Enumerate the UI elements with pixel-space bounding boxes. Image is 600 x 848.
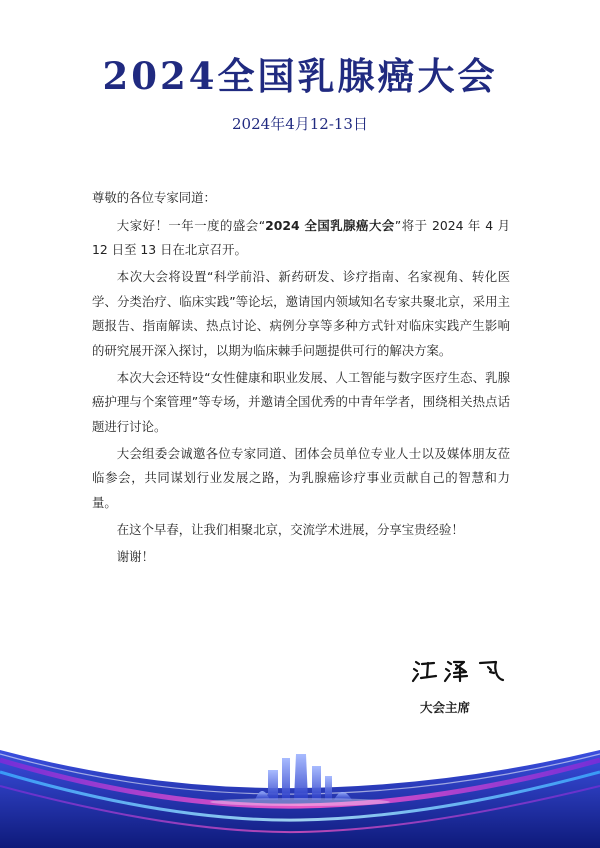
event-name-bold: 2024 全国乳腺癌大会 <box>265 217 395 233</box>
intro-text-before: 大家好！一年一度的盛会“ <box>116 217 266 233</box>
paragraph-intro <box>92 214 510 263</box>
document-title: 2024全国乳腺癌大会 <box>102 54 498 98</box>
letter-body <box>92 186 510 569</box>
salutation: 尊敬的各位专家同道： <box>92 190 216 205</box>
signatory-role: 大会主席 <box>420 700 471 715</box>
paragraph-forums: 本次大会将设置“科学前沿、新药研发、诊疗指南、名家视角、转化医学、分类治疗、临床实践”等论坛，邀请国内领域知名专家共聚北京，采用主题报告、指南解读、热点讨论、病例分享等多种方式针对临床实践产生影响的研究展开深入探讨，以期为临床棘手问题提供可行的解决方案。 <box>92 269 510 358</box>
thanks: 谢谢！ <box>116 548 154 564</box>
intro-text-after: ”将于 2024 年 4 月 12 日至 13 日在北京召开。 <box>92 217 511 257</box>
paragraph-special-sessions: 本次大会还特设“女性健康和职业发展、人工智能与数字医疗生态、乳腺癌护理与个案管理”等专场，并邀请全国优秀的中青年学者，围绕相关热点话题进行讨论。 <box>92 369 510 434</box>
paragraph-invitation: 大会组委会诚邀各位专家同道、团体会员单位专业人士以及媒体朋友莅临参会，共同谋划行业发展之路，为乳腺癌诊疗事业贡献自己的智慧和力量。 <box>92 445 510 510</box>
handwritten-signature <box>408 652 508 688</box>
event-date: 2024年4月12-13日 <box>232 115 368 133</box>
decorative-footer-skyline <box>0 730 600 848</box>
paragraph-closing-wish: 在这个早春，让我们相聚北京，交流学术进展，分享宝贵经验！ <box>116 521 464 537</box>
